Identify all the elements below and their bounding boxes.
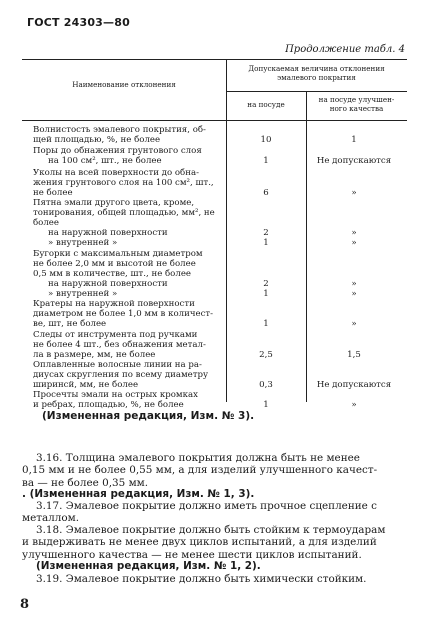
table-row-label: ве, шт, не более	[33, 319, 107, 329]
table-row-label: Следы от инструмента под ручками	[33, 330, 198, 340]
table-row-label: Уколы на всей поверхности до обна-	[33, 168, 199, 178]
table-row-label: 0,5 мм в количестве, шт., не более	[33, 269, 191, 279]
table-cell-improved: Не допускаются	[316, 156, 392, 166]
paragraph-line: ва — не более 0,35 мм.	[22, 476, 149, 489]
table-cell-pot: 1	[263, 400, 269, 410]
paragraph-line: 0,15 мм и не более 0,55 мм, а для изделий улучшенного качест-	[22, 464, 378, 477]
table-row-label: на наружной поверхности	[48, 228, 168, 238]
paragraph-line: 3.18. Эмалевое покрытие должно быть стойким к термоударам	[36, 524, 386, 536]
table-cell-improved: 1,5	[347, 350, 361, 360]
table-row-label: на 100 см², шт., не более	[48, 156, 162, 166]
table-cell-pot: 10	[260, 135, 272, 145]
table-cell-improved: »	[351, 238, 357, 248]
table-cell-pot: 1	[263, 319, 269, 329]
header-allowed-value	[226, 64, 407, 82]
table-cell-pot: 1	[263, 289, 269, 299]
table-row-label: Пятна эмали другого цвета, кроме,	[33, 198, 195, 208]
table-cell-pot: 2	[263, 279, 269, 289]
table-row-label: Волнистость эмалевого покрытия, об-	[33, 125, 206, 135]
paragraph-line: улучшенного качества — не менее шести циклов испытаний.	[22, 548, 362, 561]
table-row-label: ла в размере, мм, не более	[33, 350, 156, 360]
table-row-label: диаметром не более 1,0 мм в количест-	[33, 309, 214, 319]
table-row-label: ширинсй, мм, не более	[33, 380, 139, 390]
paragraph-line: . (Измененная редакция, Изм. № 1, 3).	[22, 488, 255, 500]
table-cell-improved: »	[351, 289, 357, 299]
table-cell-improved: »	[351, 188, 357, 198]
paragraph-line: металлом.	[22, 512, 80, 525]
table-header-rule	[22, 120, 407, 121]
header-on-pot: на посуде	[247, 100, 285, 109]
header-improved-line: ного качества	[329, 104, 384, 113]
paragraph-line: 3.16. Толщина эмалевого покрытия должна быть не менее	[36, 452, 360, 464]
table-row-label: более	[33, 218, 59, 228]
table-cell-pot: 1	[263, 238, 269, 248]
table-row-label: Поры до обнажения грунтового слоя	[33, 146, 202, 156]
paragraph-line: 3.17. Эмалевое покрытие должно иметь прочное сцепление с	[36, 500, 377, 512]
table-row-label: не более 2,0 мм и высотой не более	[33, 259, 196, 269]
table-cell-improved: »	[351, 400, 357, 410]
header-allowed-value-line: эмалевого покрытия	[277, 73, 356, 82]
table-row-label: Кратеры на наружной поверхности	[33, 299, 195, 309]
table-row-label: не более	[33, 188, 73, 198]
table-cell-improved: »	[351, 279, 357, 289]
paragraph-line: 3.19. Эмалевое покрытие должно быть химически стойким.	[36, 573, 367, 585]
table-cell-pot: 1	[263, 156, 269, 166]
table-cell-improved: 1	[351, 135, 357, 145]
table-cell-improved: Не допускаются	[316, 380, 392, 390]
table-row-label: » внутренней »	[48, 289, 118, 299]
table-continuation-label: Продолжение табл. 4	[285, 44, 405, 55]
table-group-rule	[226, 91, 407, 92]
table-row-label: жения грунтового слоя на 100 см², шт.,	[33, 178, 214, 188]
page-header: ГОСТ 24303—80	[27, 16, 130, 29]
header-improved-line: на посуде улучшен-	[318, 95, 395, 104]
table-cell-improved: »	[351, 319, 357, 329]
paragraph-line: (Измененная редакция, Изм. № 1, 2).	[36, 560, 261, 572]
table-cell-pot: 2,5	[259, 350, 273, 360]
table-row-label: тонирования, общей площадью, мм², не	[33, 208, 215, 218]
table-cell-improved: »	[351, 228, 357, 238]
table-cell-pot: 2	[263, 228, 269, 238]
table-row-label: Оплавленные волосные линии на ра-	[33, 360, 202, 370]
table-row-label: » внутренней »	[48, 238, 118, 248]
table-amendment-note: (Измененная редакция, Изм. № 3).	[42, 410, 255, 422]
header-deviation-name: Наименование отклонения	[72, 80, 176, 89]
table-row-label: Бугорки с максимальным диаметром	[33, 249, 203, 259]
page-number: 8	[20, 597, 30, 612]
table-row-label: щей площадью, %, не более	[33, 135, 161, 145]
table-row-label: диусах скругления по всему диаметру	[33, 370, 209, 380]
table-top-rule	[22, 59, 407, 60]
paragraph-line: и выдерживать не менее двух циклов испытаний, а для изделий	[22, 536, 377, 549]
table-row-label: на наружной поверхности	[48, 279, 168, 289]
table-row-label: не более 4 шт., без обнажения метал-	[33, 340, 206, 350]
table-row-label: и ребрах, площадью, %, не более	[33, 400, 184, 410]
header-improved-quality	[306, 95, 407, 113]
header-allowed-value-line: Допускаемая величина отклонения	[248, 64, 385, 73]
table-row-label: Просечты эмали на острых кромках	[33, 390, 198, 400]
table-cell-pot: 6	[263, 188, 269, 198]
table-cell-pot: 0,3	[259, 380, 273, 390]
